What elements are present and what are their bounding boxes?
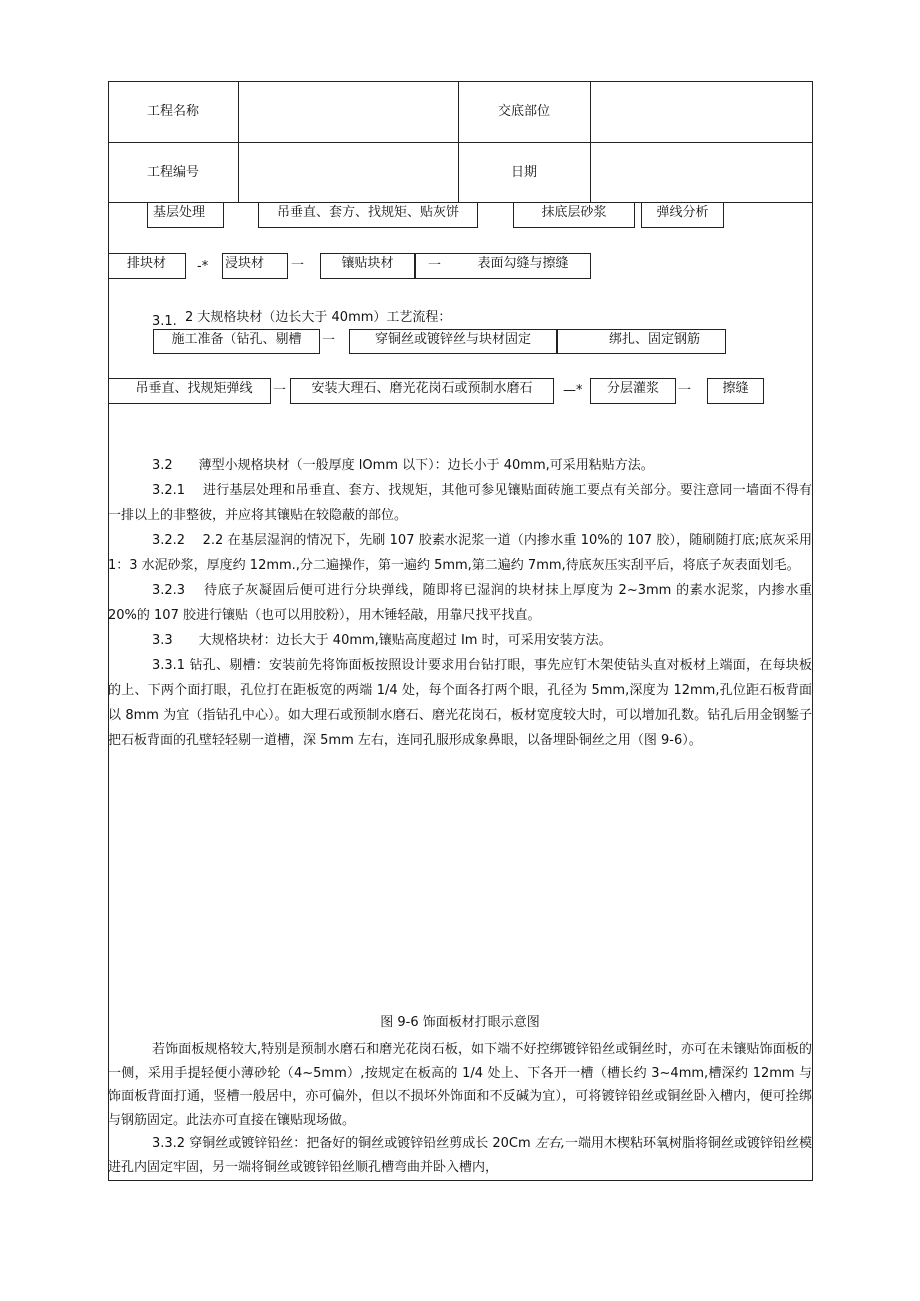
flow-step: 表面勾缝与擦缝 — [415, 253, 591, 279]
paragraph: 3.3 大规格块材：边长大于 40mm,镶贴高度超过 Im 时，可采用安装方法。 — [152, 633, 612, 648]
paragraph: 3.2.3 待底子灰凝固后便可进行分块弹线，随即将已湿润的块材抹上厚度为 2~3mm 的素水泥浆，内掺水重 20%的 107 胶进行镶贴（也可以用胶粉），用木锤轻敲，用靠尺找平找直。 — [108, 583, 812, 623]
figure-caption: 图 9-6 饰面板材打眼示意图 — [380, 1015, 540, 1030]
date-label: 日期 — [510, 165, 537, 180]
paragraph: 3.2 薄型小规格块材（一般厚度 lOmm 以下）：边长小于 40mm,可采用粘贴方法。 — [152, 458, 654, 473]
body-text — [108, 453, 812, 753]
paragraph: 3.2.1 进行基层处理和吊垂直、套方、找规矩，其他可参见镶贴面砖施工要点有关部分。要注意同一墙面不得有一排以上的非整彼，并应将其镶贴在较隐蔽的部位。 — [108, 483, 812, 523]
paragraph-332 — [108, 1132, 812, 1179]
text-run: 一端用木楔粘环氧树脂将铜丝或镀锌铅丝模进孔内固定牢固，另一端将铜丝或镀锌铅丝顺孔槽弯曲并卧入槽内， — [108, 1136, 812, 1175]
table-col-divider — [590, 81, 591, 203]
flow-step: 绑扎、固定钢筋 — [557, 329, 726, 354]
body-text-2 — [108, 1038, 812, 1179]
section-title: 2 大规格块材（边长大于 40mm）工艺流程： — [185, 310, 452, 325]
flow-arrow: 一 — [322, 333, 336, 348]
flow-step: 施工准备（钻孔、剔槽 — [153, 329, 320, 354]
flow-arrow: 一 — [428, 258, 442, 273]
flow-step: 分层灌浆 — [590, 378, 676, 404]
flow-step: 吊垂直、找规矩弹线 — [108, 378, 271, 404]
flow-step: 擦缝 — [707, 378, 764, 404]
flow-arrow: 一 — [273, 383, 287, 398]
flow-arrow: —* — [563, 383, 583, 398]
flow-step: 浸块材 — [222, 253, 288, 279]
flow-arrow: -* — [197, 259, 209, 274]
flow-step: 弹线分析 — [641, 203, 724, 228]
flow-step: 穿铜丝或镀锌丝与块材固定 — [349, 329, 557, 354]
table-col-divider — [238, 81, 239, 203]
table-bottom-border — [108, 1180, 813, 1181]
flow-arrow: 一 — [678, 383, 692, 398]
text-run-italic: 左右, — [534, 1136, 565, 1151]
text-run: 3.3.2 穿铜丝或镀锌铅丝：把备好的铜丝或镀锌铅丝剪成长 20Cm — [152, 1136, 535, 1151]
flow-step: 抹底层砂浆 — [513, 203, 635, 228]
project-name-label: 工程名称 — [146, 104, 199, 119]
flow-step: 吊垂直、套方、找规矩、贴灰饼 — [258, 203, 478, 228]
table-right-border — [812, 81, 813, 1181]
table-col-divider — [458, 81, 459, 203]
paragraph: 若饰面板规格较大,特别是预制水磨石和磨光花岗石板，如下端不好控绑镀锌铅丝或铜丝时，亦可在未镶贴饰面板的一侧，采用手提轻便小薄砂轮（4~5mm）,按规定在板高的 1/4 处上、下各开一槽（槽长约 3~4mm,槽深约 12mm 与饰面板背面打通，竖槽一般居中，亦可偏外，但以不损坏外饰面和不反碱为宜），可将镀锌铅丝或铜丝卧入槽内，便可拴绑与钢筋固定。此法亦可直接在镶贴现场做。 — [108, 1042, 812, 1128]
paragraph: 3.3.1 钻孔、剔槽：安装前先将饰面板按照设计要求用台钻打眼，事先应钉木架使钻头直对板材上端面，在每块板的上、下两个面打眼，孔位打在距板宽的两端 1/4 处，每个面各打两个眼，孔径为 5mm,深度为 12mm,孔位距石板背面以 8mm 为宜（指钻孔中心）。如大理石或预制水磨石、磨光花岗石，板材宽度较大时，可以增加孔数。钻孔后用金钢錾子把石板背面的孔壁轻轻剔一道槽，深 5mm 左右，连同孔服形成象鼻眼，以备埋卧铜丝之用（图 9-6）。 — [108, 658, 812, 748]
table-top-border — [108, 81, 813, 82]
handover-part-label: 交底部位 — [497, 104, 550, 119]
flow-step: 排块材 — [108, 253, 186, 279]
flow-step: 基层处理 — [147, 203, 224, 228]
table-row-divider — [108, 142, 813, 143]
paragraph: 3.2.2 2.2 在基层湿润的情况下，先刷 107 胶素水泥浆一道（内掺水重 10%的 107 胶），随刷随打底;底灰采用 1：3 水泥砂浆，厚度约 12mm.,分二遍操作，第一遍约 5mm,第二遍约 7mm,待底灰压实刮平后，将底子灰表面划毛。 — [108, 533, 812, 573]
flow-step: 镶贴块材 — [320, 253, 415, 279]
section-number: 3.1. — [152, 314, 177, 329]
flow-step: 安装大理石、磨光花岗石或预制水磨石 — [290, 378, 554, 404]
project-number-label: 工程编号 — [146, 165, 199, 180]
flow-arrow: 一 — [291, 258, 305, 273]
